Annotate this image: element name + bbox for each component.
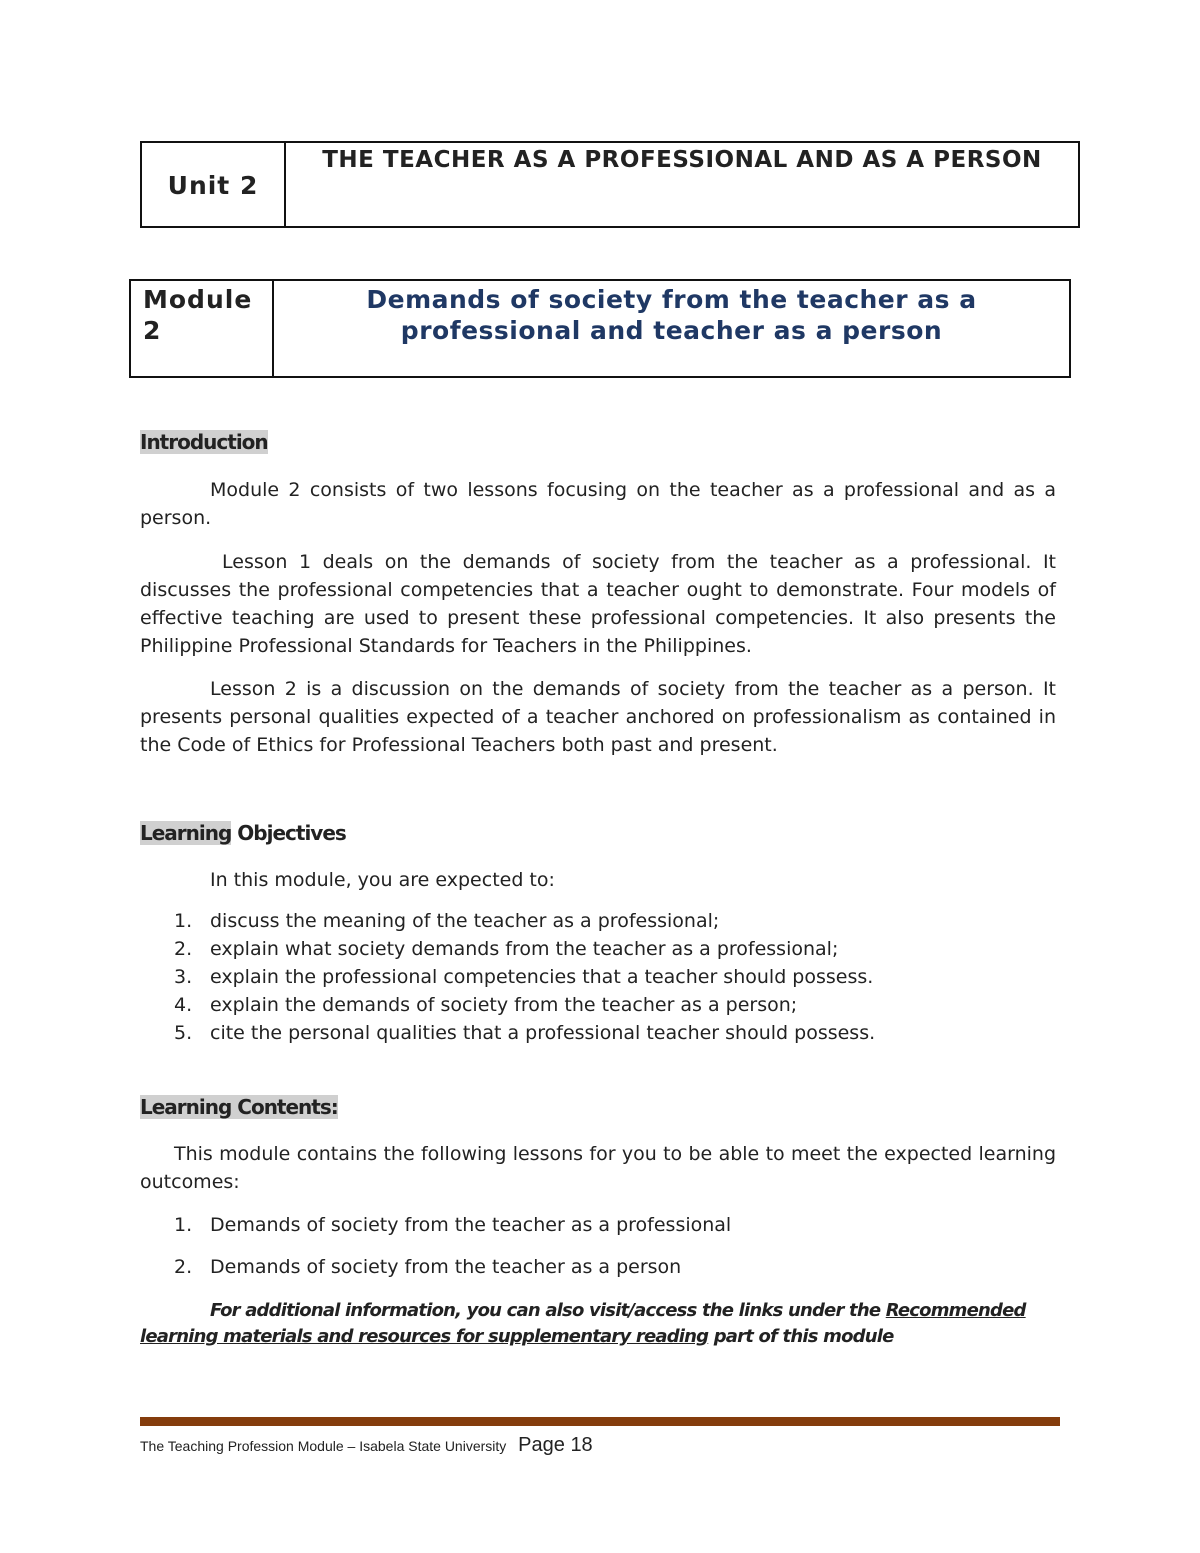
list-item-number: 2. <box>174 938 193 960</box>
footer-divider <box>140 1417 1060 1426</box>
list-item <box>140 1211 1056 1239</box>
introduction-heading <box>140 430 268 454</box>
list-item-number: 5. <box>174 1022 193 1044</box>
contents-heading-text: Learning Contents: <box>140 1095 338 1119</box>
page-footer <box>140 1434 593 1457</box>
list-item-number: 3. <box>174 966 193 988</box>
list-item <box>140 907 1056 935</box>
module-header-table <box>129 279 1071 378</box>
page-number: Page 18 <box>518 1434 593 1456</box>
list-item-number: 2. <box>174 1256 193 1278</box>
list-item-number: 1. <box>174 910 193 932</box>
list-item-text: discuss the meaning of the teacher as a professional; <box>210 910 720 932</box>
unit-title: THE TEACHER AS A PROFESSIONAL AND AS A PERSON <box>322 147 1042 173</box>
additional-info-note <box>140 1298 1060 1350</box>
intro-paragraph-1: Module 2 consists of two lessons focusing on the teacher as a professional and as a person. <box>140 479 1056 529</box>
list-item <box>140 935 1056 963</box>
objectives-lead: In this module, you are expected to: <box>210 869 555 891</box>
intro-paragraph-2: Lesson 1 deals on the demands of society from the teacher as a professional. It discusses the professional competencies that a teacher ought to demonstrate. Four models of effective teaching are used to present these professional competencies. It also presents the Philippine Professional Standards for Teachers in the Philippines. <box>140 551 1056 657</box>
list-item-text: explain what society demands from the teacher as a professional; <box>210 938 839 960</box>
list-item-number: 1. <box>174 1214 193 1236</box>
list-item-number: 4. <box>174 994 193 1016</box>
intro-paragraph-3: Lesson 2 is a discussion on the demands of society from the teacher as a person. It presents personal qualities expected of a teacher anchored on professionalism as contained in the Code of Ethics for Professional Teachers both past and present. <box>140 678 1056 756</box>
contents-heading <box>140 1095 338 1119</box>
unit-header-table <box>140 141 1080 228</box>
list-item <box>140 963 1056 991</box>
introduction-heading-text: Introduction <box>140 430 268 454</box>
footer-text: The Teaching Profession Module – Isabela State University <box>140 1438 507 1454</box>
module-title: Demands of society from the teacher as a professional and teacher as a person <box>366 285 977 345</box>
list-item <box>140 1019 1056 1047</box>
recommended-resources-link[interactable]: Recommended learning materials and resources for supplementary reading <box>140 1300 1026 1347</box>
list-item-text: cite the personal qualities that a professional teacher should possess. <box>210 1022 876 1044</box>
list-item <box>140 1253 1056 1281</box>
objectives-heading <box>140 821 346 845</box>
note-text-end: part of this module <box>708 1326 894 1347</box>
contents-lead: This module contains the following lessons for you to be able to meet the expected learning outcomes: <box>140 1143 1056 1193</box>
list-item-text: Demands of society from the teacher as a professional <box>210 1214 732 1236</box>
list-item <box>140 991 1056 1019</box>
list-item-text: explain the demands of society from the teacher as a person; <box>210 994 798 1016</box>
list-item-text: Demands of society from the teacher as a person <box>210 1256 682 1278</box>
unit-label: Unit 2 <box>142 143 286 226</box>
module-label: Module 2 <box>131 281 274 376</box>
objectives-heading-part2: Objectives <box>237 821 346 845</box>
note-text: For additional information, you can also visit/access the links under the <box>210 1300 886 1321</box>
contents-list <box>140 1211 1056 1281</box>
list-item-text: explain the professional competencies that a teacher should possess. <box>210 966 874 988</box>
objectives-list <box>140 907 1056 1047</box>
objectives-heading-part1: Learning <box>140 821 232 845</box>
